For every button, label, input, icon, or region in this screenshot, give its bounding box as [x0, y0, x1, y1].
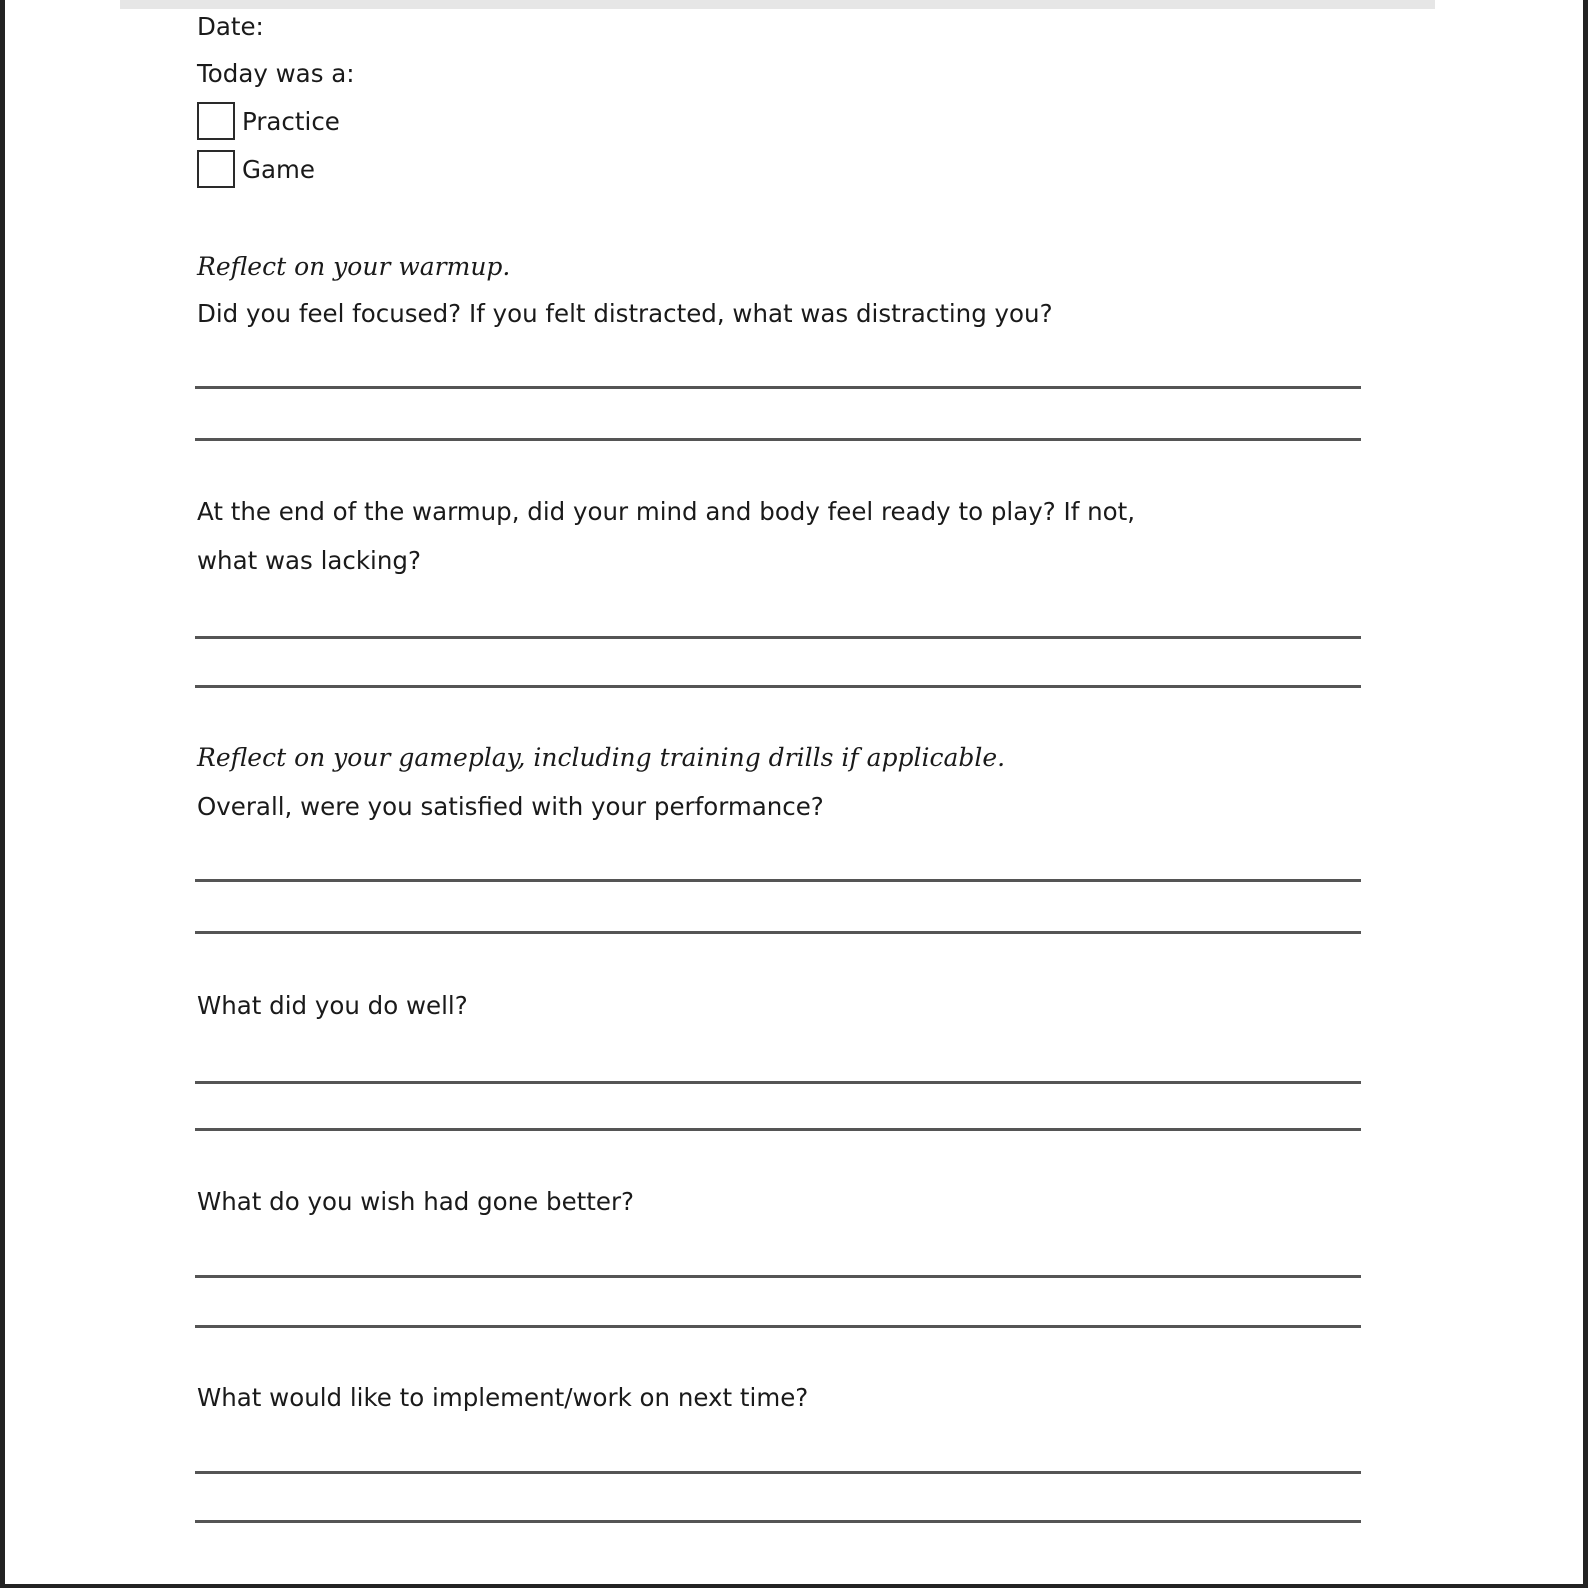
answer-line-better-1[interactable] [195, 1275, 1361, 1278]
answer-line-did-well-2[interactable] [195, 1128, 1361, 1131]
option-game[interactable] [197, 148, 315, 190]
warmup-question-ready-line1: At the end of the warmup, did your mind and body feel ready to play? If not, [197, 497, 1136, 526]
gameplay-question-did-well: What did you do well? [197, 991, 468, 1020]
practice-label: Practice [242, 106, 340, 136]
warmup-question-focused: Did you feel focused? If you felt distracted, what was distracting you? [197, 299, 1053, 328]
option-practice[interactable] [197, 100, 340, 142]
top-divider [120, 0, 1435, 9]
answer-line-better-2[interactable] [195, 1325, 1361, 1328]
game-checkbox[interactable] [197, 150, 235, 188]
answer-line-satisfied-1[interactable] [195, 879, 1361, 882]
answer-line-focused-1[interactable] [195, 386, 1361, 389]
gameplay-question-better: What do you wish had gone better? [197, 1187, 635, 1216]
answer-line-ready-2[interactable] [195, 685, 1361, 688]
answer-line-did-well-1[interactable] [195, 1081, 1361, 1084]
answer-line-satisfied-2[interactable] [195, 931, 1361, 934]
game-label: Game [242, 154, 315, 184]
today-was-a-label: Today was a: [197, 59, 355, 88]
gameplay-question-next-time: What would like to implement/work on next time? [197, 1383, 809, 1412]
practice-checkbox[interactable] [197, 102, 235, 140]
answer-line-next-time-2[interactable] [195, 1520, 1361, 1523]
warmup-question-ready-line2: what was lacking? [197, 546, 421, 575]
answer-line-focused-2[interactable] [195, 438, 1361, 441]
answer-line-next-time-1[interactable] [195, 1471, 1361, 1474]
gameplay-question-satisfied: Overall, were you satisfied with your performance? [197, 792, 824, 821]
gameplay-heading: Reflect on your gameplay, including training drills if applicable. [197, 743, 1006, 772]
answer-line-ready-1[interactable] [195, 636, 1361, 639]
warmup-heading: Reflect on your warmup. [197, 252, 511, 281]
date-label: Date: [197, 12, 264, 41]
